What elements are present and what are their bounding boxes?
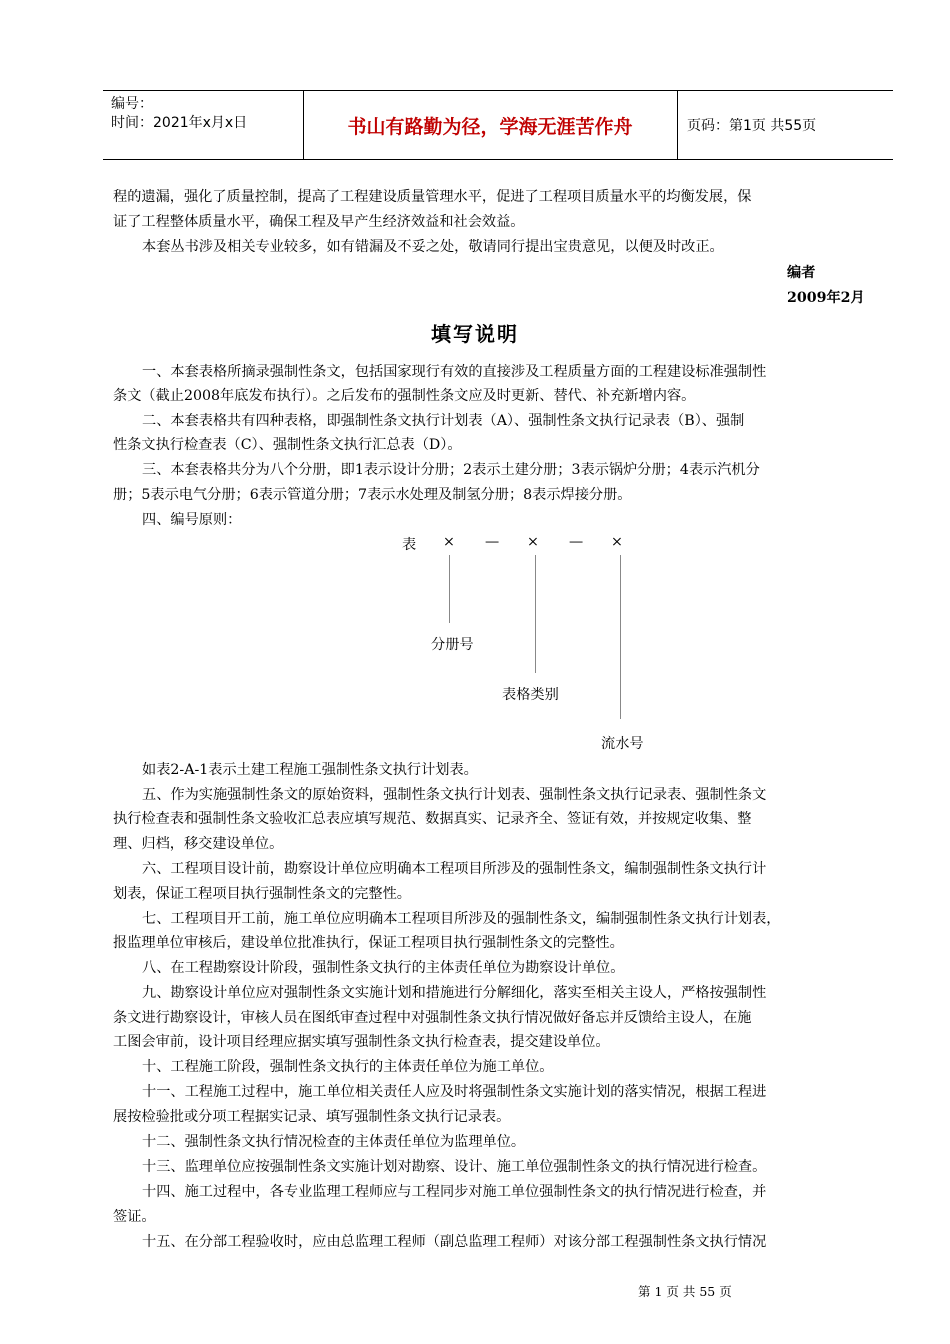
paragraph-line: 执行检查表和强制性条文验收汇总表应填写规范、数据真实、记录齐全、签证有效，并按规定收集、整 [113, 811, 752, 827]
paragraph-line: 理、归档，移交建设单位。 [113, 836, 284, 852]
header-motto: 书山有路勤为径，学海无涯苦作舟 [347, 115, 633, 138]
header-page-info: 页码：第1页 共55页 [687, 118, 817, 134]
paragraph-line: 如表2-A-1表示土建工程施工强制性条文执行计划表。 [142, 762, 478, 778]
paragraph-line: 十一、工程施工过程中，施工单位相关责任人应及时将强制性条文实施计划的落实情况，根据工程进 [142, 1084, 767, 1100]
header-info [111, 95, 247, 133]
connector-line [449, 555, 450, 623]
paragraph-line: 条文（截止2008年底发布执行）。之后发布的强制性条文应及时更新、替代、补充新增内容。 [113, 388, 696, 404]
header-divider [677, 91, 678, 159]
paragraph-line: 十四、施工过程中，各专业监理工程师应与工程同步对施工单位强制性条文的执行情况进行检查，并 [142, 1184, 767, 1200]
page-header [103, 90, 893, 160]
paragraph-line: 二、本套表格共有四种表格，即强制性条文执行计划表（A）、强制性条文执行记录表（B）、强制 [142, 413, 745, 429]
time-label: 时间：2021年x月x日 [111, 115, 248, 131]
paragraph-line: 九、勘察设计单位应对强制性条文实施计划和措施进行分解细化，落实至相关主设人，严格按强制性 [142, 985, 767, 1001]
number-label: 编号： [111, 96, 153, 112]
paragraph-line: 七、工程项目开工前，施工单位应明确本工程项目所涉及的强制性条文，编制强制性条文执行计划表， [142, 911, 781, 927]
section-title: 填写说明 [431, 322, 519, 346]
paragraph-line: 划表，保证工程项目执行强制性条文的完整性。 [113, 886, 411, 902]
paragraph-line: 一、本套表格所摘录强制性条文，包括国家现行有效的直接涉及工程质量方面的工程建设标准强制性 [142, 364, 767, 380]
label-type: 表格类别 [502, 687, 559, 703]
paragraph-line: 报监理单位审核后，建设单位批准执行，保证工程项目执行强制性条文的完整性。 [113, 935, 624, 951]
connector-line [535, 555, 536, 673]
paragraph-line: 条文进行勘察设计，审核人员在图纸审查过程中对强制性条文执行情况做好备忘并反馈给主设人，在施 [113, 1010, 752, 1026]
formula-table-char: 表 [402, 537, 417, 553]
paragraph-line: 工图会审前，设计项目经理应据实填写强制性条文执行检查表，提交建设单位。 [113, 1034, 610, 1050]
formula-dash: — [569, 534, 584, 550]
paragraph-line: 三、本套表格共分为八个分册，即1表示设计分册；2表示土建分册；3表示锅炉分册；4表示汽机分 [142, 462, 760, 478]
label-serial: 流水号 [601, 736, 644, 752]
paragraph-line: 十、工程施工阶段，强制性条文执行的主体责任单位为施工单位。 [142, 1059, 554, 1075]
formula-placeholder: × [527, 534, 539, 550]
paragraph-line: 展按检验批或分项工程据实记录、填写强制性条文执行记录表。 [113, 1109, 511, 1125]
page-footer: 第 1 页 共 55 页 [638, 1284, 732, 1299]
signature: 编者 [787, 265, 816, 281]
formula-dash: — [485, 534, 500, 550]
label-volume: 分册号 [431, 637, 474, 653]
paragraph-line: 六、工程项目设计前，勘察设计单位应明确本工程项目所涉及的强制性条文，编制强制性条文执行计 [142, 861, 767, 877]
intro-line: 证了工程整体质量水平，确保工程及早产生经济效益和社会效益。 [113, 214, 525, 230]
paragraph-line: 十五、在分部工程验收时，应由总监理工程师（副总监理工程师）对该分部工程强制性条文执行情况 [142, 1234, 767, 1250]
paragraph-line: 性条文执行检查表（C）、强制性条文执行汇总表（D）。 [113, 437, 462, 453]
paragraph-line: 四、编号原则： [142, 512, 242, 528]
connector-line [620, 555, 621, 719]
paragraph-line: 册；5表示电气分册；6表示管道分册；7表示水处理及制氢分册；8表示焊接分册。 [113, 487, 632, 503]
formula-placeholder: × [611, 534, 623, 550]
paragraph-line: 十三、监理单位应按强制性条文实施计划对勘察、设计、施工单位强制性条文的执行情况进行检查。 [142, 1159, 767, 1175]
formula-placeholder: × [443, 534, 455, 550]
paragraph-line: 十二、强制性条文执行情况检查的主体责任单位为监理单位。 [142, 1134, 526, 1150]
intro-line: 本套丛书涉及相关专业较多，如有错漏及不妥之处，敬请同行提出宝贵意见，以便及时改正。 [142, 239, 724, 255]
paragraph-line: 签证。 [113, 1209, 156, 1225]
signature-date: 2009年2月 [787, 290, 865, 306]
paragraph-line: 八、在工程勘察设计阶段，强制性条文执行的主体责任单位为勘察设计单位。 [142, 960, 625, 976]
intro-line: 程的遗漏，强化了质量控制，提高了工程建设质量管理水平，促进了工程项目质量水平的均衡发展，保 [113, 189, 752, 205]
paragraph-line: 五、作为实施强制性条文的原始资料，强制性条文执行计划表、强制性条文执行记录表、强制性条文 [142, 787, 767, 803]
